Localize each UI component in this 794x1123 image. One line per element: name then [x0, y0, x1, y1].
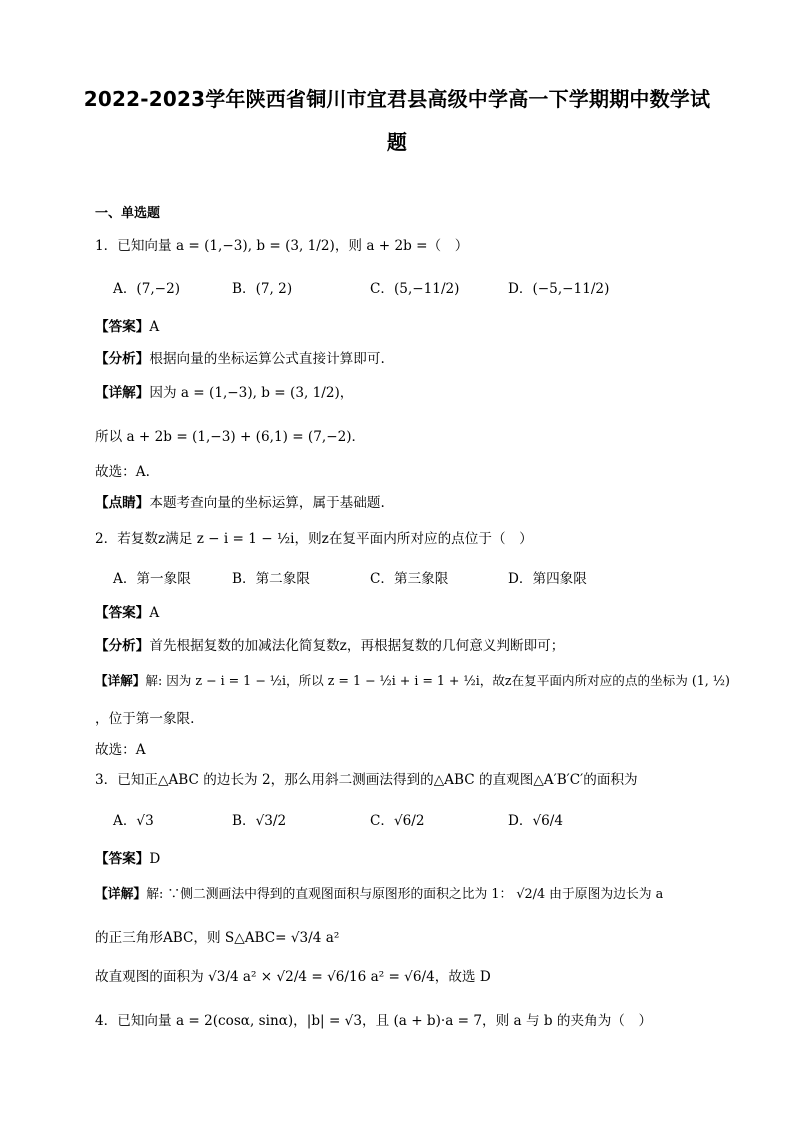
- q2-analysis: [95, 637, 564, 655]
- answer-tag: 【答案】: [95, 605, 150, 621]
- q2-option-d: D．第四象限: [508, 571, 587, 587]
- q3-answer: [95, 850, 160, 868]
- q3-option-c: C．√6/2: [370, 813, 425, 829]
- q2-choose: 故选：A: [95, 742, 146, 758]
- analysis-tag: 【分析】: [95, 351, 150, 367]
- q2-detail: [95, 672, 730, 690]
- answer-tag: 【答案】: [95, 319, 150, 335]
- q3-detail: [95, 886, 663, 904]
- detail-text: 解: ∵侧二测画法中得到的直观图面积与原图形的面积之比为 1： √2/4 由于原图为边长为 a: [146, 887, 664, 902]
- detail-text: 解: 因为 z − i = 1 − ½i，所以 z = 1 − ½i + i = 1 + ½i，故z在复平面内所对应的点的坐标为 (1, ½): [145, 673, 730, 688]
- q1-choose: 故选：A.: [95, 464, 150, 480]
- q3-stem: 3．已知正△ABC 的边长为 2，那么用斜二测画法得到的△ABC 的直观图△A′B′C′的面积为: [95, 772, 638, 788]
- q3-option-b: B．√3/2: [232, 813, 287, 829]
- comment-text: 本题考查向量的坐标运算，属于基础题.: [149, 495, 385, 511]
- q3-option-a: A．√3: [113, 813, 154, 829]
- q3-detail-3: 故直观图的面积为 √3/4 a² × √2/4 = √6/16 a² = √6/4，故选 D: [95, 969, 491, 985]
- analysis-tag: 【分析】: [95, 638, 150, 654]
- analysis-text: 根据向量的坐标运算公式直接计算即可.: [149, 351, 385, 367]
- q2-option-c: C．第三象限: [370, 571, 449, 587]
- comment-tag: 【点睛】: [95, 495, 150, 511]
- q4-stem: 4．已知向量 a = 2(cosα, sinα)，|b| = √3，且 (a + b)·a = 7，则 a 与 b 的夹角为（ ）: [95, 1013, 653, 1029]
- document-title-line2: 题: [386, 130, 408, 154]
- q1-detail: [95, 384, 353, 402]
- q1-answer: [95, 318, 159, 336]
- q1-comment: [95, 494, 385, 512]
- q2-option-b: B．第二象限: [232, 571, 310, 587]
- q2-stem: 2．若复数z满足 z − i = 1 − ½i，则z在复平面内所对应的点位于（ ）: [95, 531, 533, 547]
- detail-text: 因为 a = (1,−3), b = (3, 1/2)，: [149, 385, 354, 401]
- q2-option-a: A．第一象限: [113, 571, 191, 587]
- q1-option-b: B．(7, 2): [232, 281, 293, 297]
- q1-detail-2: 所以 a + 2b = (1,−3) + (6,1) = (7,−2)．: [95, 429, 366, 445]
- q1-stem: 1．已知向量 a = (1,−3), b = (3, 1/2)，则 a + 2b =（ ）: [95, 238, 469, 254]
- answer-value: A: [149, 605, 160, 621]
- q3-option-d: D．√6/4: [508, 813, 564, 829]
- answer-value: D: [149, 851, 161, 867]
- q1-analysis: [95, 350, 385, 368]
- q2-answer: [95, 604, 159, 622]
- answer-tag: 【答案】: [95, 851, 150, 867]
- q1-option-d: D．(−5,−11/2): [508, 281, 610, 297]
- q1-option-a: A．(7,−2): [113, 281, 181, 297]
- document-title-line1: 2022-2023学年陕西省铜川市宜君县高级中学高一下学期期中数学试: [83, 87, 711, 111]
- q2-detail-2: ，位于第一象限.: [95, 711, 195, 727]
- q3-detail-2: 的正三角形ABC，则 S△ABC= √3/4 a²: [95, 930, 340, 946]
- detail-tag: 【详解】: [95, 887, 147, 902]
- detail-tag: 【详解】: [95, 673, 146, 688]
- analysis-text: 首先根据复数的加减法化简复数z，再根据复数的几何意义判断即可；: [149, 638, 565, 654]
- detail-tag: 【详解】: [95, 385, 150, 401]
- q1-option-c: C．(5,−11/2): [370, 281, 460, 297]
- answer-value: A: [149, 319, 160, 335]
- section-heading: 一、单选题: [95, 206, 161, 221]
